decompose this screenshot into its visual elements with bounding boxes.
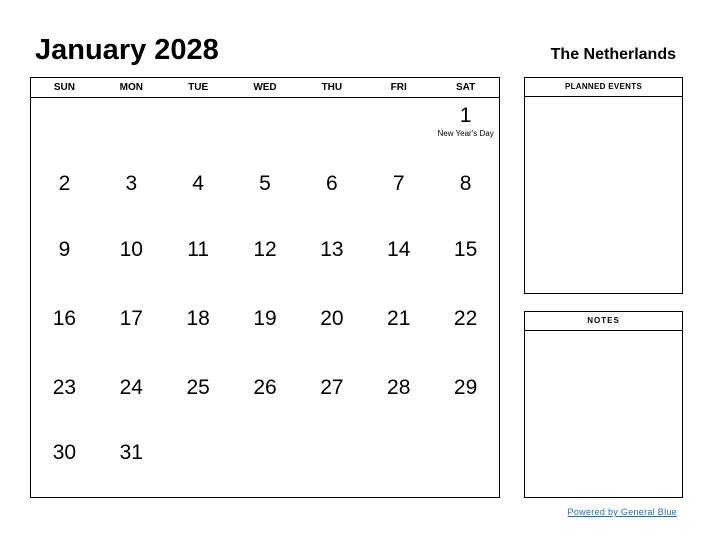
day-cell[interactable] <box>165 299 232 368</box>
calendar-week-row <box>31 299 499 368</box>
empty-day-cell <box>165 433 232 497</box>
day-cell[interactable] <box>98 299 165 368</box>
calendar-days <box>31 98 499 497</box>
weekday-mon: MON <box>119 82 143 93</box>
day-cell[interactable] <box>298 368 365 433</box>
empty-day-cell <box>31 98 98 164</box>
weekday-thu: THU <box>321 82 343 93</box>
day-number: 23 <box>52 376 77 399</box>
empty-day-cell <box>432 433 499 497</box>
day-number: 18 <box>186 307 210 330</box>
day-number: 20 <box>320 307 344 330</box>
day-number: 19 <box>253 307 277 330</box>
weekday-header-row <box>31 78 499 98</box>
day-number: 26 <box>253 376 277 399</box>
calendar-grid <box>30 77 500 498</box>
weekday-fri: FRI <box>390 82 407 93</box>
day-number: 28 <box>387 376 411 399</box>
weekday-sat: SAT <box>455 82 476 93</box>
day-cell[interactable] <box>31 230 98 299</box>
planned-events-box[interactable] <box>524 77 683 294</box>
day-number: 4 <box>192 172 204 195</box>
day-cell[interactable] <box>432 299 499 368</box>
holiday-label: New Year's Day <box>437 129 494 138</box>
day-cell[interactable] <box>98 164 165 230</box>
day-cell[interactable] <box>165 368 232 433</box>
day-cell[interactable] <box>432 164 499 230</box>
day-number: 8 <box>459 172 472 195</box>
day-number: 9 <box>58 238 71 261</box>
notes-heading: NOTES <box>525 312 682 331</box>
day-number: 24 <box>119 376 143 399</box>
day-cell[interactable] <box>232 368 299 433</box>
day-number: 15 <box>453 238 478 261</box>
page-title: January 2028 <box>35 34 219 66</box>
day-cell[interactable] <box>232 164 299 230</box>
day-cell[interactable] <box>31 299 98 368</box>
empty-day-cell <box>165 98 232 164</box>
day-cell[interactable] <box>232 230 299 299</box>
day-number: 16 <box>52 307 77 330</box>
empty-day-cell <box>232 433 299 497</box>
day-cell[interactable] <box>365 299 432 368</box>
day-number: 1 <box>459 104 472 127</box>
day-number: 7 <box>392 172 405 195</box>
empty-day-cell <box>298 98 365 164</box>
day-number: 25 <box>186 376 210 399</box>
day-cell[interactable] <box>298 230 365 299</box>
empty-day-cell <box>298 433 365 497</box>
day-number: 17 <box>119 307 143 330</box>
empty-day-cell <box>365 98 432 164</box>
empty-day-cell <box>98 98 165 164</box>
empty-day-cell <box>232 98 299 164</box>
powered-by-link[interactable]: Powered by General Blue <box>567 507 677 517</box>
day-cell[interactable] <box>232 299 299 368</box>
day-number: 5 <box>259 172 271 195</box>
day-cell[interactable] <box>432 368 499 433</box>
notes-box[interactable] <box>524 311 683 498</box>
day-number: 30 <box>52 441 77 464</box>
day-number: 10 <box>119 238 143 261</box>
day-cell[interactable] <box>432 98 499 164</box>
day-cell[interactable] <box>31 433 98 497</box>
day-number: 2 <box>58 172 71 195</box>
calendar-week-row <box>31 433 499 497</box>
day-cell[interactable] <box>98 433 165 497</box>
day-number: 29 <box>453 376 478 399</box>
day-cell[interactable] <box>165 230 232 299</box>
day-cell[interactable] <box>98 368 165 433</box>
day-number: 11 <box>187 238 210 261</box>
weekday-sun: SUN <box>53 82 75 93</box>
day-number: 13 <box>320 238 344 261</box>
day-number: 21 <box>387 307 411 330</box>
calendar-week-row <box>31 368 499 433</box>
empty-day-cell <box>365 433 432 497</box>
day-number: 27 <box>320 376 344 399</box>
day-cell[interactable] <box>298 299 365 368</box>
day-number: 31 <box>119 441 143 464</box>
day-cell[interactable] <box>31 368 98 433</box>
day-cell[interactable] <box>432 230 499 299</box>
day-cell[interactable] <box>365 164 432 230</box>
day-number: 12 <box>253 238 277 261</box>
day-number: 22 <box>453 307 478 330</box>
day-number: 14 <box>387 238 411 261</box>
country-name: The Netherlands <box>550 46 676 63</box>
day-cell[interactable] <box>298 164 365 230</box>
day-number: 6 <box>326 172 338 195</box>
day-cell[interactable] <box>165 164 232 230</box>
day-cell[interactable] <box>365 368 432 433</box>
day-cell[interactable] <box>365 230 432 299</box>
calendar-week-row <box>31 164 499 230</box>
day-number: 3 <box>125 172 138 195</box>
calendar-week-row <box>31 230 499 299</box>
weekday-wed: WED <box>253 82 277 93</box>
day-cell[interactable] <box>31 164 98 230</box>
calendar-week-row <box>31 98 499 164</box>
planned-events-heading: PLANNED EVENTS <box>525 78 682 97</box>
day-cell[interactable] <box>98 230 165 299</box>
weekday-tue: TUE <box>188 82 209 93</box>
